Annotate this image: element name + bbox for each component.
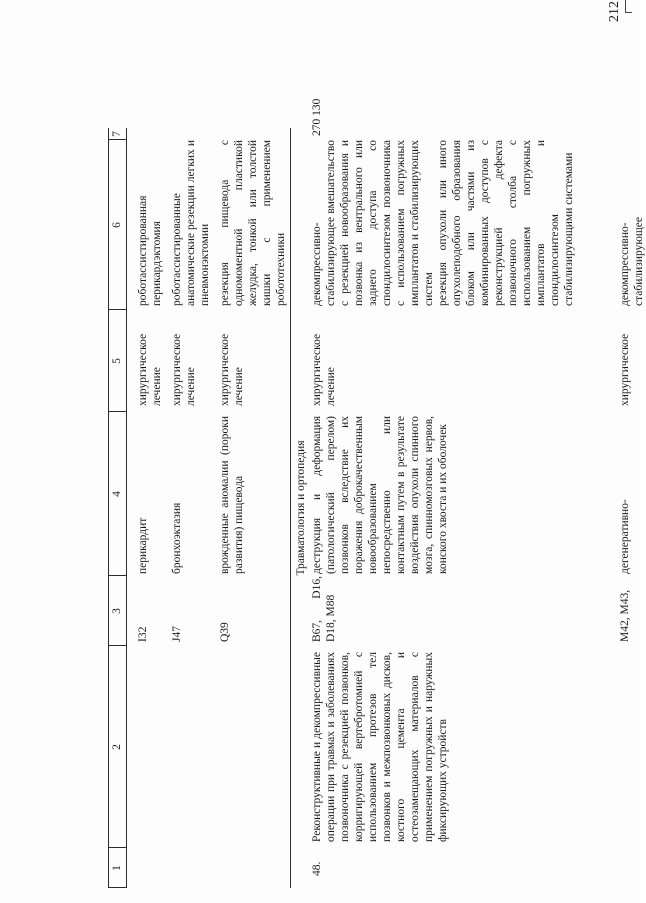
row-j47-diagnosis: бронхоэктазия <box>171 502 183 574</box>
row-i32-methods: роботассистированная перикардэктомия <box>137 195 163 306</box>
section-title: Травматология и ортопедия <box>295 440 307 576</box>
row-next-treatment: хирургическое <box>619 333 631 406</box>
row-q39-diagnosis: врожденные аномалии (пороки развития) пищевода <box>219 416 245 574</box>
corner-mark <box>625 0 632 13</box>
row-q39-codes: Q39 <box>219 622 231 642</box>
header-col-4: 4 <box>111 491 123 497</box>
header-col-1: 1 <box>111 865 123 871</box>
row-48-methods <box>310 140 576 306</box>
row-j47-codes: J47 <box>171 626 183 642</box>
row-next-methods: декомпрессивно-стабилизирующее <box>619 217 645 306</box>
row-i32-codes: I32 <box>137 626 149 642</box>
row-next-codes: M42, M43, <box>619 589 631 642</box>
row-j47-treatment: хирургическое лечение <box>171 333 197 406</box>
row-48-method-2: резекция опухоли или иного опухолеподобного образования блоком или частями из комбинированных доступов с реконструкцией дефекта позвоночного столба с использованием погружных имплантатов и спондилосинтезом стабилизирующими системами <box>437 140 575 306</box>
header-col-6: 6 <box>111 222 123 228</box>
row-48-treatment: хирургическое лечение <box>311 333 337 406</box>
row-j47-methods: роботассистированные анатомические резекции легких и пневмонэктомии <box>171 140 211 306</box>
row-48-codes: B67, D16, D18, M88 <box>311 576 337 642</box>
row-48-volume: 270 130 <box>311 98 323 136</box>
row-q39-methods: резекция пищевода с одномоментной пластикой желудка, тонкой или толстой кишки с применением робототехники <box>219 140 287 306</box>
row-48-diagnosis: деструкция и деформация (патологический перелом) позвонков вследствие их поражения доброкачественным новообразованием непосредственно или контактным путем в результате воздействия опухоли спинного мозга, спинномозговых нервов, конского хвоста и их оболочек <box>311 416 449 574</box>
row-next-diagnosis: дегенеративно- <box>619 499 631 574</box>
row-48-method-1: декомпрессивно-стабилизирующее вмешательство с резекцией новообразования и позвонка из вентрального или заднего доступа со спондилосинтезом позвоночника с использованием погружных имплантатов и стабилизирующих систем <box>311 140 435 306</box>
header-col-2: 2 <box>111 744 123 750</box>
header-col-3: 3 <box>111 608 123 614</box>
row-i32-diagnosis: перикардит <box>137 517 149 574</box>
row-48-name: Реконструктивные и декомпрессивные операции при травмах и заболеваниях позвоночника с резекцией позвонков, корригирующей вертебротомией с использованием протезов тел позвонков и межпозвонковых дисков, костного цемента и остеозамещающих материалов с применением погружных и наружных фиксирующих устройств <box>311 652 449 842</box>
row-i32-treatment: хирургическое лечение <box>137 333 163 406</box>
medical-care-table <box>108 98 645 888</box>
table-header-rule <box>126 128 127 888</box>
row-48-number: 48. <box>311 861 323 876</box>
section-top-rule <box>290 128 291 888</box>
header-col-7: 7 <box>111 131 123 137</box>
page-number: 212 <box>607 1 622 22</box>
row-q39-treatment: хирургическое лечение <box>219 333 245 406</box>
header-col-5: 5 <box>111 358 123 364</box>
